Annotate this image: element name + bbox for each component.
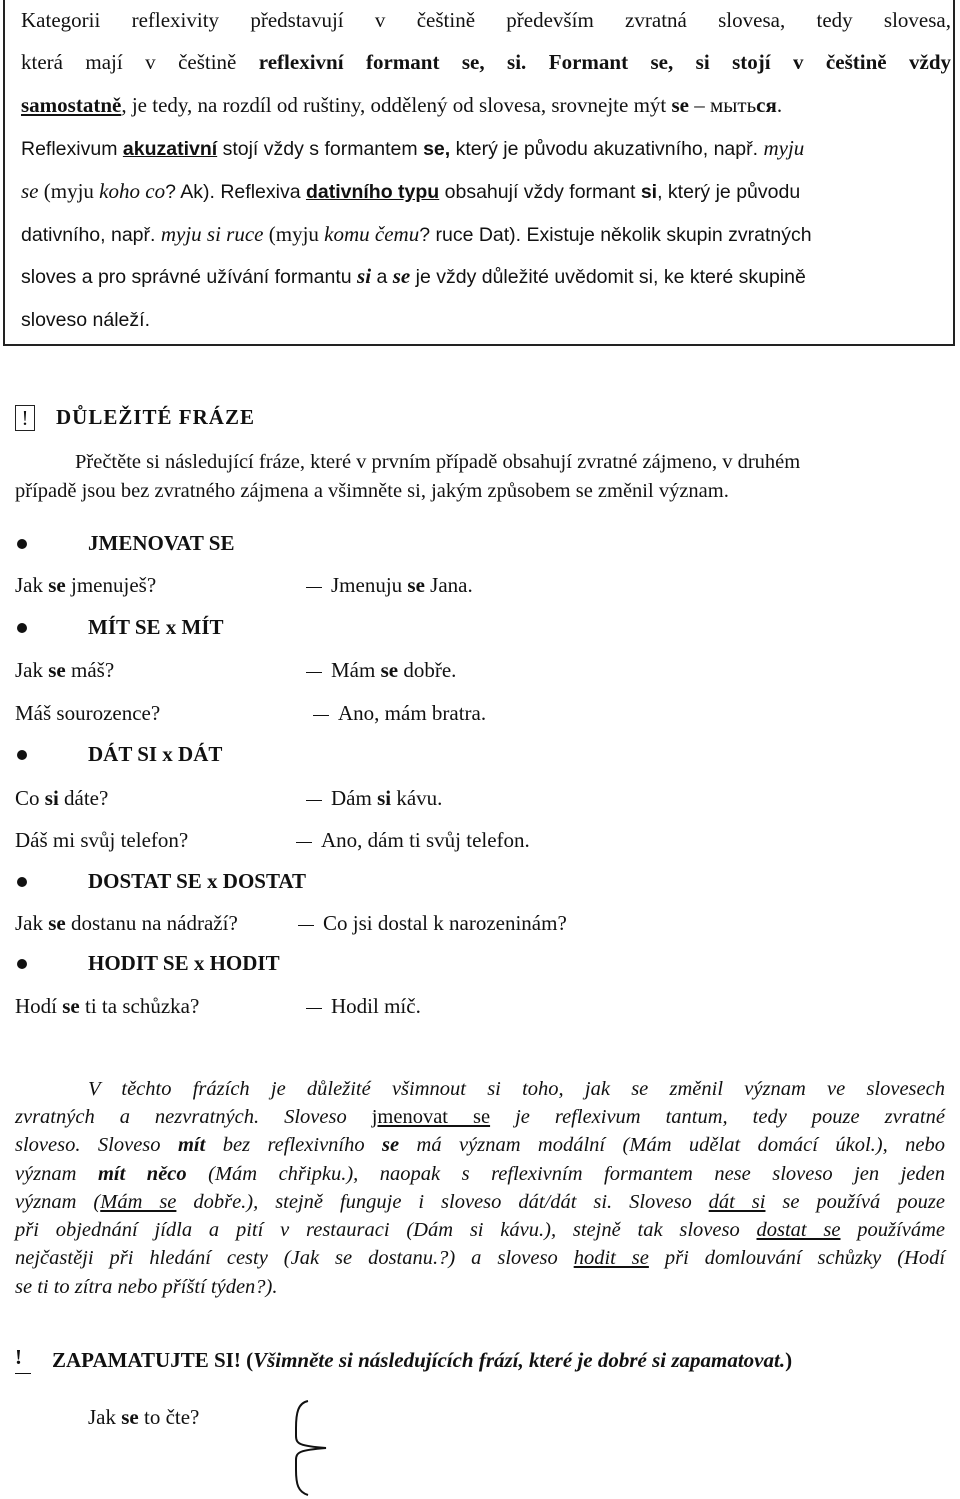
intro-bold: reflexivní formant se, si. [258, 50, 527, 74]
reflexive-particle: si [44, 786, 59, 810]
phrase-question [15, 786, 108, 811]
reflexive-particle: se [407, 573, 425, 597]
intro-bold-underlined: akuzativní [122, 138, 218, 160]
phrase-text: dostanu na nádraží? [65, 911, 238, 935]
curly-brace-icon [286, 1398, 336, 1498]
phrase-group-title: MÍT SE x MÍT [88, 615, 224, 639]
dash [298, 925, 314, 926]
intro-text: Reflexivum [21, 138, 123, 160]
phrase-answer [306, 658, 456, 683]
note-text: nejčastěji při hledání cesty (Jak se dostanu.?) a sloveso [15, 1247, 574, 1269]
phrase-answer [296, 828, 530, 853]
intro-line-8 [21, 307, 951, 332]
instruction-line-2: případě jsou bez zvratného zájmena a všimněte si, jakým způsobem se změnil význam. [15, 480, 729, 502]
phrase-text: máš? [65, 658, 115, 682]
note-verb-underlined: dát si [708, 1191, 766, 1213]
phrase-answer [306, 786, 442, 811]
intro-italic: komu čemu [324, 222, 420, 246]
intro-text: stojí vždy s formantem [217, 138, 424, 160]
intro-bold: se, [423, 138, 451, 160]
note-line-3 [15, 1134, 945, 1157]
note-line-5 [15, 1191, 945, 1214]
phrase-text: Jmenuju [331, 573, 408, 597]
intro-text: a [371, 266, 393, 288]
note-line-7 [15, 1247, 945, 1270]
note-line-4 [15, 1163, 945, 1186]
intro-italic: myju [763, 136, 805, 160]
intro-text: který je původu akuzativního, např. [450, 138, 764, 160]
remember-title: ZAPAMATUJTE SI! [52, 1348, 241, 1372]
note-line-6 [15, 1219, 945, 1242]
phrase-text: Ano, mám bratra. [338, 701, 487, 725]
exclamation-mark: ! [15, 1345, 31, 1374]
phrase-answer [306, 573, 473, 598]
phrase-text: ti ta schůzka? [79, 994, 200, 1018]
note-verb-underlined: Mám se [100, 1191, 177, 1213]
phrase-text: Jak [88, 1405, 122, 1429]
phrase-answer [306, 994, 421, 1019]
phrase-group-title: DÁT SI x DÁT [88, 742, 223, 766]
remember-paren: ) [785, 1348, 793, 1372]
note-text: při objednání jídla a pití v restauraci (Dám si kávu.), stejně tak sloveso [15, 1219, 757, 1241]
note-line-8 [15, 1276, 945, 1299]
phrase-question [15, 911, 238, 936]
phrase-text: dáte? [58, 786, 109, 810]
note-verb-underlined: dostat se [756, 1219, 841, 1241]
intro-text: , je tedy, na rozdíl od ruštiny, oddělený od slovesa, srovnejte mýt [121, 93, 672, 117]
intro-text: která mají v češtině [21, 50, 259, 74]
note-verb-bold: mít [177, 1134, 206, 1156]
intro-bold-italic: si [357, 264, 372, 288]
bullet [17, 623, 27, 633]
phrase-text: Co jsi dostal k narozeninám? [323, 911, 567, 935]
intro-bold: se [671, 93, 689, 117]
phrase-text: Jana. [424, 573, 473, 597]
intro-text: (myju [38, 179, 100, 203]
intro-text: sloveso náleží. [21, 309, 150, 331]
phrase-text: Hodil míč. [331, 994, 421, 1018]
note-text: používáme [840, 1219, 945, 1241]
intro-italic: se [21, 179, 39, 203]
note-text: zvratných a nezvratných. Sloveso [15, 1106, 372, 1128]
note-text: sloveso. Sloveso [15, 1134, 178, 1156]
intro-bold-underlined: dativního typu [305, 181, 440, 203]
intro-line-7 [21, 264, 951, 289]
phrase-text: Co [15, 786, 45, 810]
intro-italic: myju si ruce [160, 222, 264, 246]
phrase-text: Hodí [15, 994, 63, 1018]
phrase-question: Dáš mi svůj telefon? [15, 828, 189, 852]
phrase-text: Dám [331, 786, 378, 810]
bullet [17, 959, 27, 969]
reflexive-particle: se [121, 1405, 139, 1429]
intro-bold: si [640, 181, 658, 203]
intro-bold: ся [756, 93, 777, 117]
phrase-text: dobře. [398, 658, 457, 682]
reflexive-particle: se [380, 658, 399, 682]
intro-italic: koho co [99, 179, 166, 203]
dash [306, 800, 322, 801]
intro-bold-italic: se [392, 264, 411, 288]
intro-line-5 [21, 179, 951, 204]
note-text: má význam modální (Mám udělat domácí úkol.), nebo [399, 1134, 945, 1156]
note-text: dobře.), stejně funguje i sloveso dát/dát si. Sloveso [176, 1191, 709, 1213]
section-heading-important: DŮLEŽITÉ FRÁZE [56, 405, 255, 429]
phrase-text: to čte? [138, 1405, 200, 1429]
phrase-question [15, 573, 156, 598]
note-text: bez reflexivního [205, 1134, 383, 1156]
note-text: význam ( [15, 1191, 101, 1213]
note-text: je reflexivum tantum, tedy pouze zvratné [490, 1106, 945, 1128]
phrase-answer [298, 911, 567, 936]
note-line-2 [15, 1106, 945, 1129]
intro-text: . [776, 93, 783, 117]
intro-line-6 [21, 222, 951, 247]
phrase-question [15, 658, 114, 683]
bullet [17, 877, 27, 887]
note-text: při domlouvání schůzky (Hodí [648, 1247, 946, 1269]
note-verb-underlined: jmenovat se [371, 1106, 491, 1128]
intro-bold-underlined: samostatně [21, 93, 122, 117]
bullet [17, 539, 27, 549]
note-text: (Mám chřipku.), naopak s reflexivním formantem nese sloveso jen jeden [186, 1163, 945, 1185]
phrase-text: jmenuješ? [65, 573, 157, 597]
intro-text: sloves a pro správné užívání formantu [21, 266, 358, 288]
intro-text: obsahují vždy formant [439, 181, 641, 203]
note-verb-underlined: hodit se [573, 1247, 649, 1269]
note-text: se ti to zítra nebo příští týden?). [15, 1276, 278, 1298]
intro-line-2 [21, 50, 951, 75]
reflexive-particle: se [48, 911, 66, 935]
note-text: V těchto frázích je důležité všimnout si toho, jak se změnil význam ve slovesech [88, 1078, 945, 1100]
phrase-question [88, 1405, 199, 1430]
intro-text: – мыть [689, 93, 757, 117]
intro-box [3, 0, 955, 346]
phrase-text: kávu. [391, 786, 443, 810]
intro-text: ? Ak). Reflexiva [165, 181, 306, 203]
phrase-question: Máš sourozence? [15, 701, 161, 725]
reflexive-particle: se [48, 573, 66, 597]
intro-line-1 [21, 8, 951, 33]
intro-text: ? ruce Dat). Existuje několik skupin zvratných [419, 224, 812, 246]
note-text: se používá pouze [765, 1191, 945, 1213]
phrase-text: Jak [15, 658, 49, 682]
phrase-text: Ano, dám ti svůj telefon. [321, 828, 530, 852]
phrase-answer [313, 701, 486, 726]
note-line-1 [88, 1078, 945, 1101]
intro-text: Kategorii reflexivity představují v češtině především zvratná slovesa, tedy slovesa, [21, 8, 951, 32]
note-text: význam [15, 1163, 98, 1185]
dash [296, 842, 312, 843]
reflexive-particle: si [377, 786, 392, 810]
reflexive-particle: se [62, 994, 80, 1018]
note-verb-bold: mít něco [97, 1163, 187, 1185]
note-verb-bold: se [382, 1134, 400, 1156]
intro-text: dativního, např. [21, 224, 161, 246]
bullet [17, 750, 27, 760]
phrase-group-title: DOSTAT SE x DOSTAT [88, 869, 307, 893]
intro-text [526, 50, 548, 74]
exclamation-mark-box: ! [15, 405, 35, 431]
reflexive-particle: se [48, 658, 66, 682]
dash [306, 587, 322, 588]
phrase-text: Jak [15, 911, 49, 935]
remember-paren: ( [240, 1348, 254, 1372]
intro-line-3 [21, 93, 951, 118]
phrase-text: Jak [15, 573, 49, 597]
intro-bold: Formant se, si stojí v češtině vždy [548, 50, 951, 74]
dash [313, 715, 329, 716]
remember-hint: Všimněte si následujících frází, které je dobré si zapamatovat. [253, 1348, 786, 1372]
phrase-group-title: JMENOVAT SE [88, 531, 235, 555]
dash [306, 672, 322, 673]
intro-line-4 [21, 136, 951, 161]
intro-text: , který je původu [657, 181, 801, 203]
instruction-line-1: Přečtěte si následující fráze, které v prvním případě obsahují zvratné zájmeno, v druhém [75, 451, 801, 473]
dash [306, 1008, 322, 1009]
phrase-text: Mám [331, 658, 381, 682]
phrase-group-title: HODIT SE x HODIT [88, 951, 280, 975]
remember-heading [52, 1348, 792, 1373]
intro-text: je vždy důležité uvědomit si, ke které skupině [410, 266, 806, 288]
phrase-question [15, 994, 199, 1019]
intro-text: (myju [263, 222, 325, 246]
